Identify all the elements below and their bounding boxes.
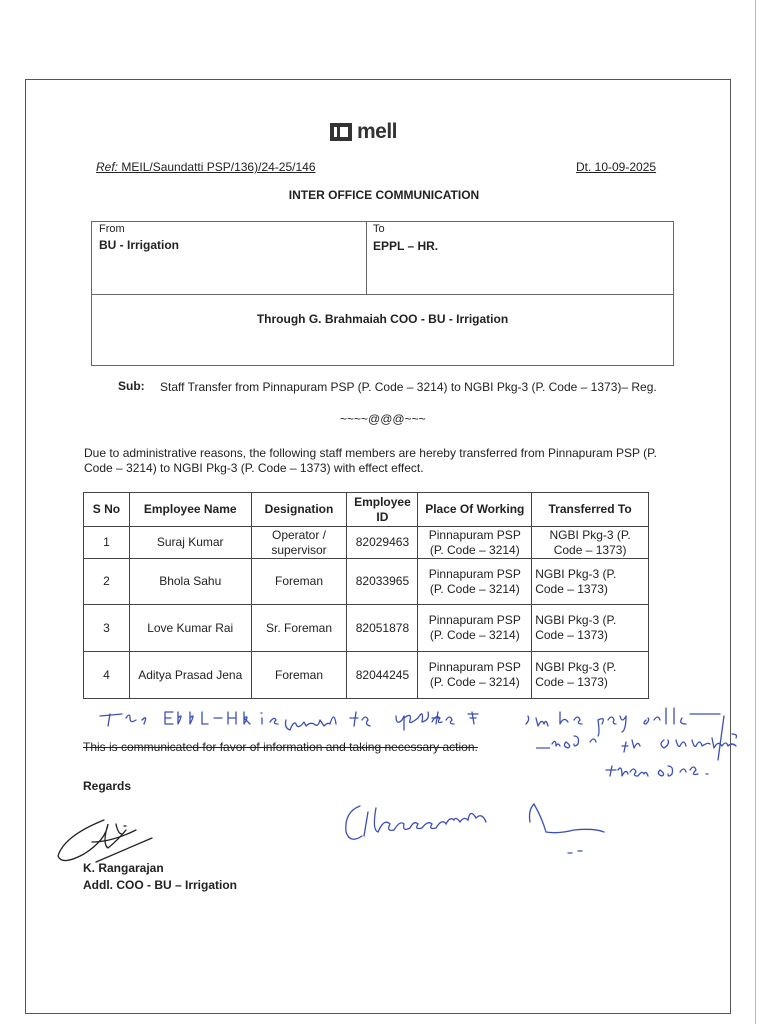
struck-closing-note: This is communicated for favor of information and taking necessary action. bbox=[83, 740, 478, 754]
cell-designation: Foreman bbox=[251, 559, 347, 605]
cell-designation: Operator / supervisor bbox=[251, 527, 347, 559]
signatory-title: Addl. COO - BU – Irrigation bbox=[83, 878, 238, 892]
subject-label: Sub: bbox=[118, 379, 145, 393]
regards-label: Regards bbox=[83, 779, 132, 793]
cell-sno: 1 bbox=[84, 527, 130, 559]
cell-employee-id: 82051878 bbox=[347, 605, 418, 652]
cell-employee-name: Bhola Sahu bbox=[129, 559, 251, 605]
cell-sno: 4 bbox=[84, 652, 130, 699]
cell-employee-id: 82033965 bbox=[347, 559, 418, 605]
from-value: BU - Irrigation bbox=[99, 238, 179, 252]
cell-sno: 2 bbox=[84, 559, 130, 605]
cell-sno: 3 bbox=[84, 605, 130, 652]
cell-employee-id: 82029463 bbox=[347, 527, 418, 559]
cell-transferred-to: NGBI Pkg-3 (P. Code – 1373) bbox=[532, 527, 649, 559]
header-transferred-to: Transferred To bbox=[532, 493, 649, 527]
cell-place-of-working: Pinnapuram PSP (P. Code – 3214) bbox=[418, 527, 532, 559]
document-title: INTER OFFICE COMMUNICATION bbox=[288, 188, 480, 202]
cell-place-of-working: Pinnapuram PSP (P. Code – 3214) bbox=[418, 559, 532, 605]
document-date: Dt. 10-09-2025 bbox=[576, 160, 657, 174]
to-value: EPPL – HR. bbox=[373, 239, 439, 253]
header-designation: Designation bbox=[251, 493, 347, 527]
to-label: To bbox=[373, 223, 385, 235]
ref-label: Ref: bbox=[96, 160, 119, 174]
cell-employee-name: Suraj Kumar bbox=[129, 527, 251, 559]
cell-designation: Sr. Foreman bbox=[251, 605, 347, 652]
header-employee-id: Employee ID bbox=[347, 493, 418, 527]
ref-number: MEIL/Saundatti PSP/136)/24-25/146 bbox=[121, 160, 316, 174]
cell-employee-name: Aditya Prasad Jena bbox=[129, 652, 251, 699]
through-line: Through G. Brahmaiah COO - BU - Irrigation bbox=[256, 312, 509, 326]
separator: ~~~~@@@~~~ bbox=[340, 412, 426, 426]
cell-transferred-to: NGBI Pkg-3 (P. Code – 1373) bbox=[532, 559, 649, 605]
cell-transferred-to: NGBI Pkg-3 (P. Code – 1373) bbox=[532, 652, 649, 699]
logo-text: mell bbox=[357, 120, 398, 143]
header-employee-name: Employee Name bbox=[129, 493, 251, 527]
cell-transferred-to: NGBI Pkg-3 (P. Code – 1373) bbox=[532, 605, 649, 652]
cell-place-of-working: Pinnapuram PSP (P. Code – 3214) bbox=[418, 605, 532, 652]
cell-place-of-working: Pinnapuram PSP (P. Code – 3214) bbox=[418, 652, 532, 699]
body-paragraph: Due to administrative reasons, the following staff members are hereby transferred from Pinnapuram PSP (P. Code – 3214) to NGBI Pkg-3 (P. Code – 1373) with effect effect. bbox=[84, 446, 657, 475]
handwritten-signature-black bbox=[58, 820, 152, 862]
signatory-name: K. Rangarajan bbox=[83, 861, 164, 875]
header-sno: S No bbox=[84, 493, 130, 527]
handwritten-signature-blue bbox=[346, 804, 604, 853]
cell-employee-id: 82044245 bbox=[347, 652, 418, 699]
cell-designation: Foreman bbox=[251, 652, 347, 699]
cell-employee-name: Love Kumar Rai bbox=[129, 605, 251, 652]
subject-text: Staff Transfer from Pinnapuram PSP (P. Code – 3214) to NGBI Pkg-3 (P. Code – 1373)– Reg. bbox=[160, 380, 657, 394]
handwritten-note-ink bbox=[100, 708, 737, 776]
from-label: From bbox=[99, 223, 125, 235]
header-place-of-working: Place Of Working bbox=[418, 493, 532, 527]
